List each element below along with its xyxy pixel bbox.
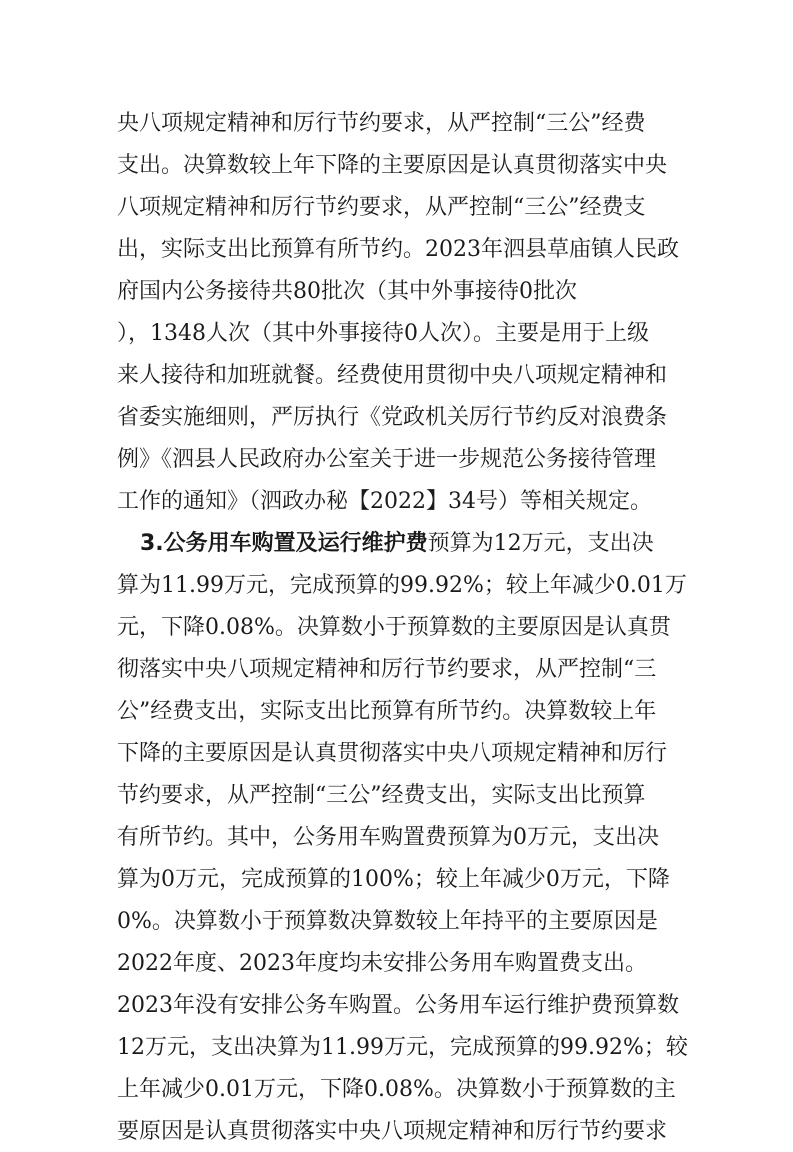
body-text-line: 出，实际支出比预算有所节约。2023年泗县草庙镇人民政 [117, 237, 679, 262]
body-text-line: 2022年度、2023年度均未安排公务用车购置费支出。 [117, 951, 647, 976]
body-text-line: 支出。决算数较上年下降的主要原因是认真贯彻落实中央 [117, 153, 668, 178]
section-3-first-line-text: 预算为12万元，支出决 [427, 531, 654, 556]
body-text-line: 工作的通知》（泗政办秘【2022】34号）等相关规定。 [117, 489, 652, 514]
body-text-line: 元，下降0.08%。决算数小于预算数的主要原因是认真贯 [117, 615, 671, 640]
body-text-line: 省委实施细则，严厉执行《党政机关厉行节约反对浪费条 [117, 405, 668, 430]
body-text-line: 公”经费支出，实际支出比预算有所节约。决算数较上年 [117, 699, 657, 724]
section-3-first-line [140, 524, 697, 564]
body-text-line: 12万元，支出决算为11.99万元，完成预算的99.92%；较 [117, 1035, 688, 1060]
body-text-line: 0%。决算数小于预算数决算数较上年持平的主要原因是 [117, 909, 658, 934]
body-text-line: 算为0万元，完成预算的100%；较上年减少0万元，下降 [117, 867, 670, 892]
section-3-heading: 3.公务用车购置及运行维护费 [140, 531, 428, 556]
body-text-line: 来人接待和加班就餐。经费使用贯彻中央八项规定精神和 [117, 363, 668, 388]
body-text-line: 2023年没有安排公务车购置。公务用车运行维护费预算数 [117, 993, 679, 1018]
body-text-line: 有所节约。其中，公务用车购置费预算为0万元，支出决 [117, 825, 659, 850]
body-text-line: ），1348人次（其中外事接待0人次）。主要是用于上级 [117, 321, 649, 346]
body-text-line: 上年减少0.01万元，下降0.08%。决算数小于预算数的主 [117, 1077, 676, 1102]
body-text-line: 例》《泗县人民政府办公室关于进一步规范公务接待管理 [117, 447, 657, 472]
body-text-line: 八项规定精神和厉行节约要求，从严控制“三公”经费支 [117, 195, 646, 220]
body-text-line: 算为11.99万元，完成预算的99.92%；较上年减少0.01万 [117, 573, 687, 598]
body-text-line: 府国内公务接待共80批次（其中外事接待0批次 [117, 279, 577, 304]
body-text-line: 要原因是认真贯彻落实中央八项规定精神和厉行节约要求 [117, 1119, 668, 1144]
body-text-line: 彻落实中央八项规定精神和厉行节约要求，从严控制“三 [117, 657, 657, 682]
body-text-line: 下降的主要原因是认真贯彻落实中央八项规定精神和厉行 [117, 741, 668, 766]
body-text-line: 央八项规定精神和厉行节约要求，从严控制“三公”经费 [117, 111, 646, 136]
body-text-line: 节约要求，从严控制“三公”经费支出，实际支出比预算 [117, 783, 646, 808]
